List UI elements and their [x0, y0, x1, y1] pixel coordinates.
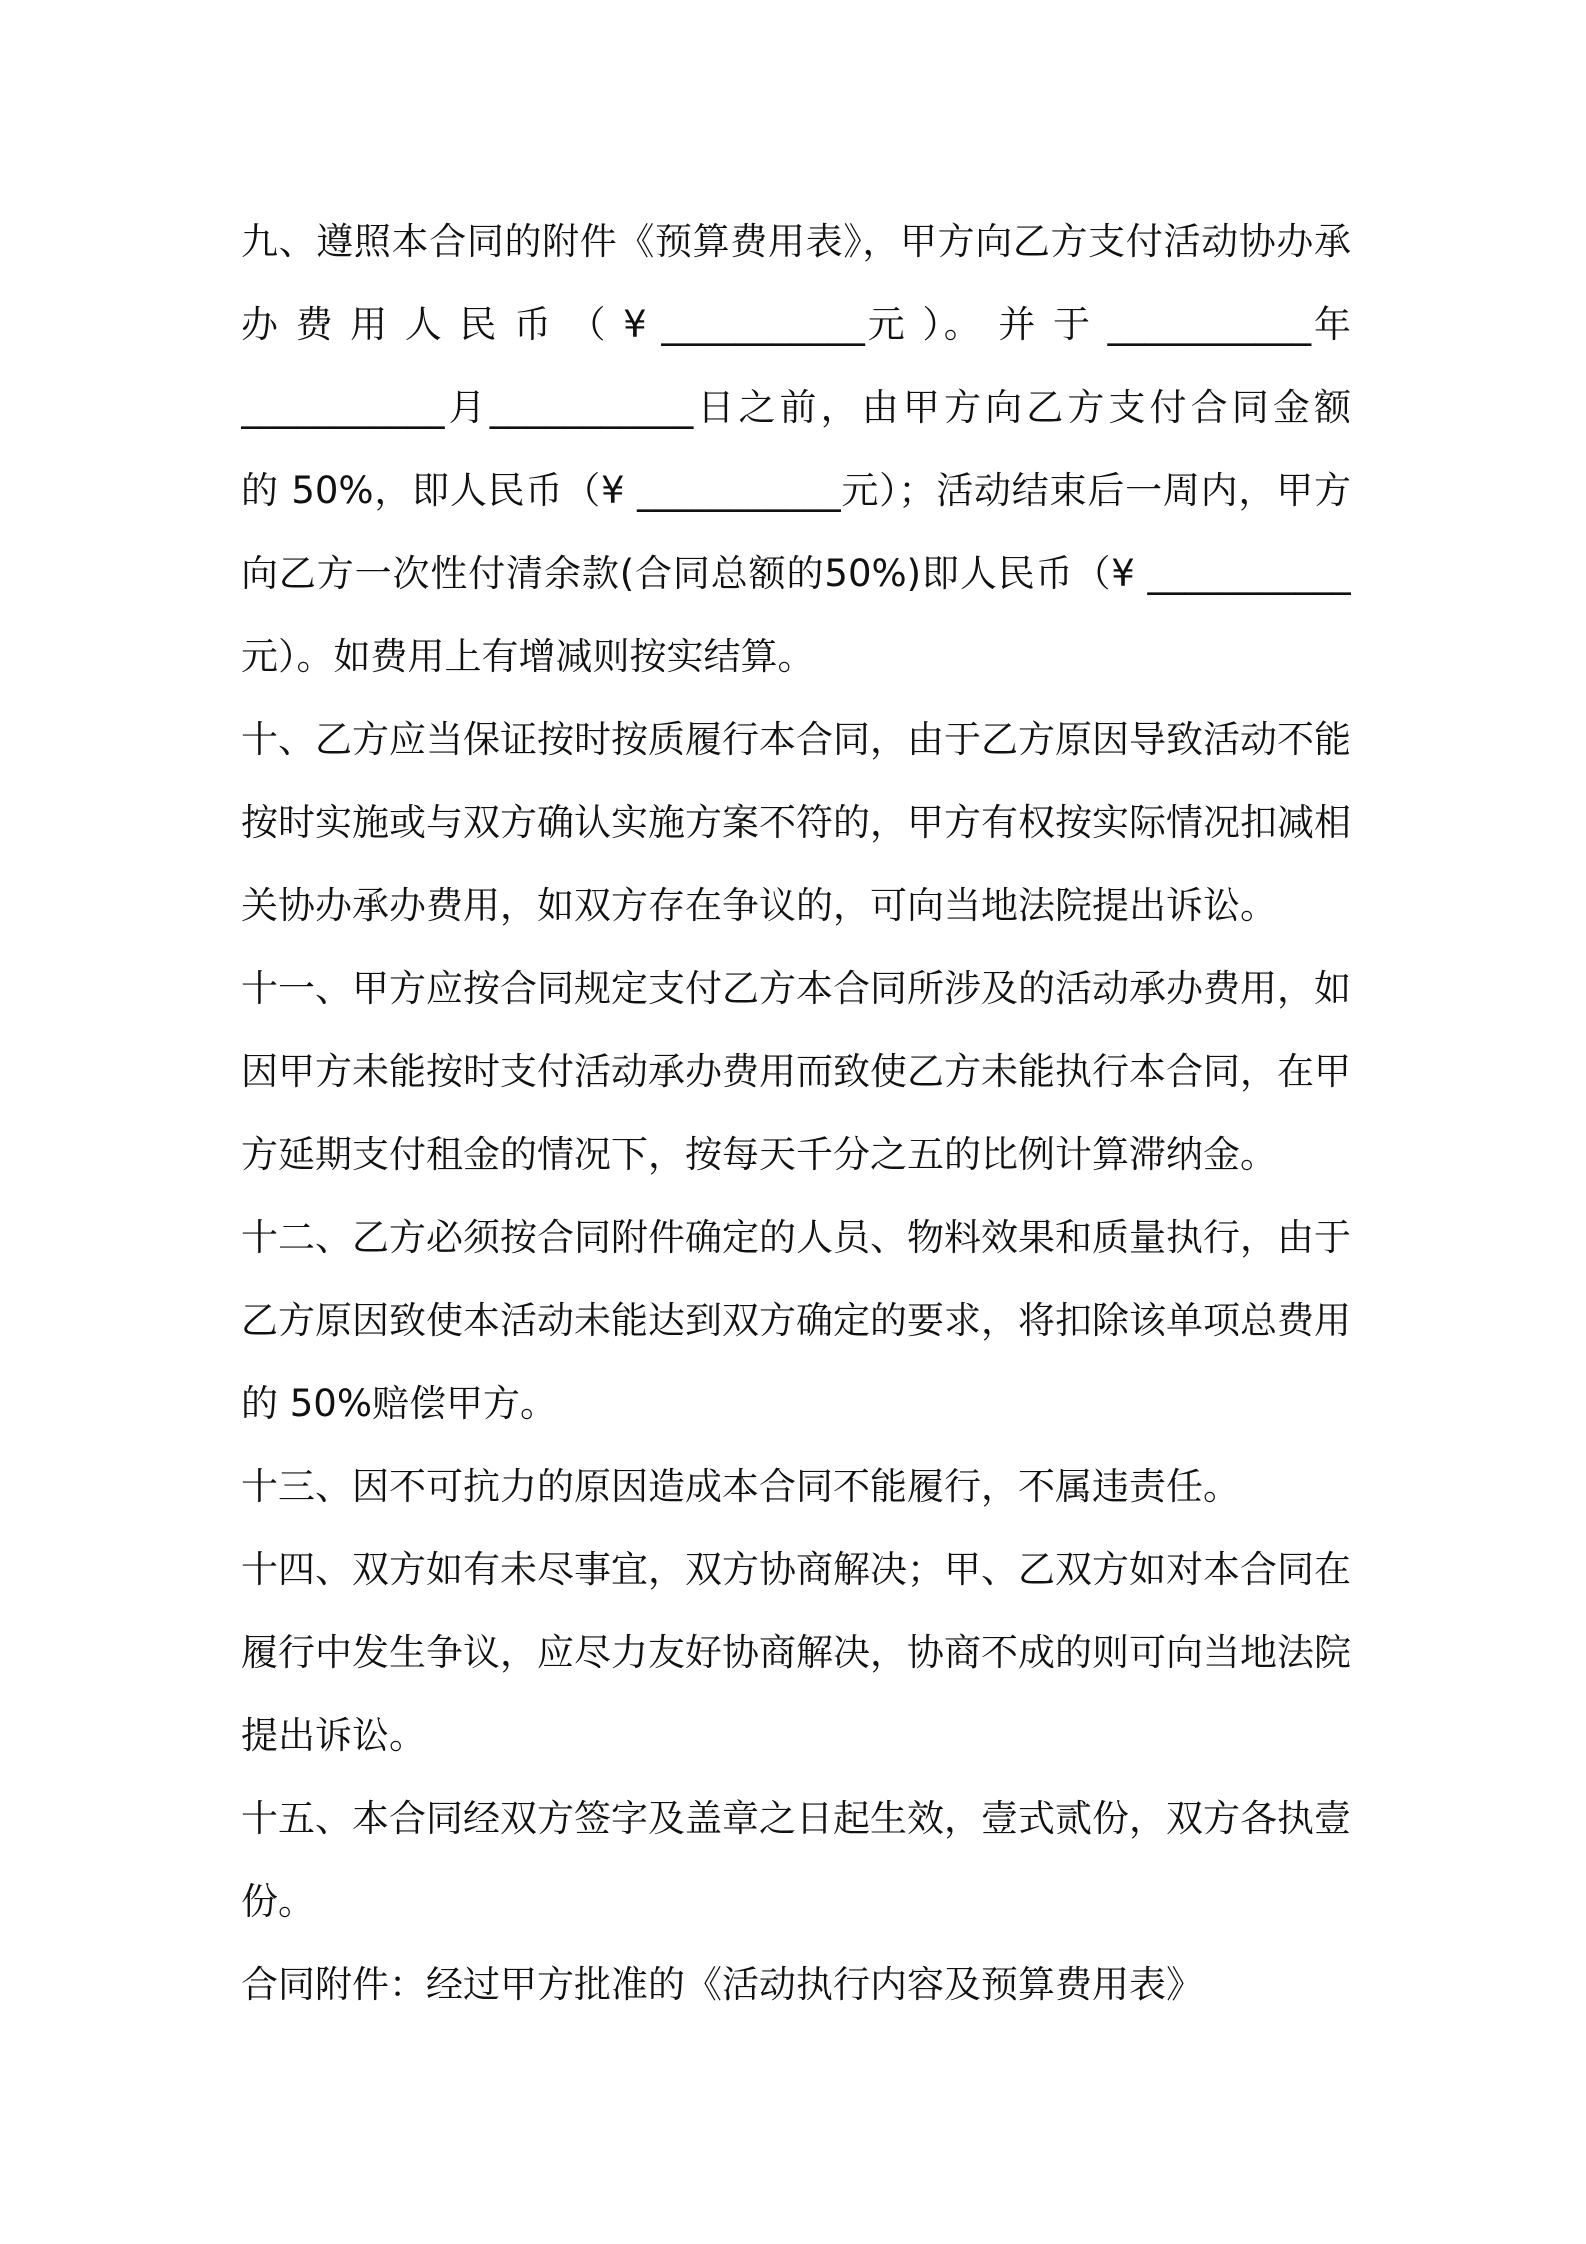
clause-13	[241, 1445, 1351, 1528]
clause-9-line-6: 元）。如费用上有增减则按实结算。	[241, 635, 815, 678]
clause-14-line-3: 提出诉讼。	[241, 1714, 426, 1757]
clause-10	[241, 698, 1351, 947]
clause-11-line-2: 因甲方未能按时支付活动承办费用而致使乙方未能执行本合同，在甲	[241, 1050, 1351, 1093]
clause-11-line-1: 十一、甲方应按合同规定支付乙方本合同所涉及的活动承办费用，如	[241, 967, 1351, 1010]
clause-10-line-2: 按时实施或与双方确认实施方案不符的，甲方有权按实际情况扣减相	[241, 801, 1351, 844]
clause-12	[241, 1196, 1351, 1445]
clause-9-line-2: 办 费 用 人 民 币 （ ¥ ___________元 ）。 并 于 ___________年	[241, 303, 1351, 346]
clause-9-line-1: 九、遵照本合同的附件《预算费用表》，甲方向乙方支付活动协办承	[241, 220, 1351, 263]
contract-body	[241, 200, 1351, 2026]
clause-12-line-1: 十二、乙方必须按合同附件确定的人员、物料效果和质量执行，由于	[241, 1216, 1351, 1259]
attachment-line: 合同附件：经过甲方批准的《活动执行内容及预算费用表》	[241, 1963, 1203, 2006]
clause-14-line-1: 十四、双方如有未尽事宜，双方协商解决；甲、乙双方如对本合同在	[241, 1548, 1351, 1591]
clause-12-line-2: 乙方原因致使本活动未能达到双方确定的要求，将扣除该单项总费用	[241, 1299, 1351, 1342]
clause-9-line-3: ___________月___________日之前，由甲方向乙方支付合同金额	[241, 386, 1351, 429]
clause-14-line-2: 履行中发生争议，应尽力友好协商解决，协商不成的则可向当地法院	[241, 1631, 1351, 1674]
clause-11-line-3: 方延期支付租金的情况下，按每天千分之五的比例计算滞纳金。	[241, 1133, 1277, 1176]
clause-15-line-1: 十五、本合同经双方签字及盖章之日起生效，壹式贰份，双方各执壹	[241, 1797, 1351, 1840]
clause-14	[241, 1528, 1351, 1777]
clause-9-line-4: 的 50%，即人民币（¥ ___________元）；活动结束后一周内，甲方	[241, 469, 1351, 512]
clause-9	[241, 200, 1351, 698]
clause-11	[241, 947, 1351, 1196]
clause-15	[241, 1777, 1351, 1943]
contract-attachment	[241, 1943, 1351, 2026]
clause-12-line-3: 的 50%赔偿甲方。	[241, 1382, 557, 1425]
clause-9-line-5: 向乙方一次性付清余款(合同总额的50%)即人民币（¥ ___________	[241, 552, 1351, 595]
clause-15-line-2: 份。	[241, 1880, 315, 1923]
clause-10-line-1: 十、乙方应当保证按时按质履行本合同，由于乙方原因导致活动不能	[241, 718, 1351, 761]
clause-10-line-3: 关协办承办费用，如双方存在争议的，可向当地法院提出诉讼。	[241, 884, 1277, 927]
clause-13-line-1: 十三、因不可抗力的原因造成本合同不能履行，不属违责任。	[241, 1465, 1240, 1508]
